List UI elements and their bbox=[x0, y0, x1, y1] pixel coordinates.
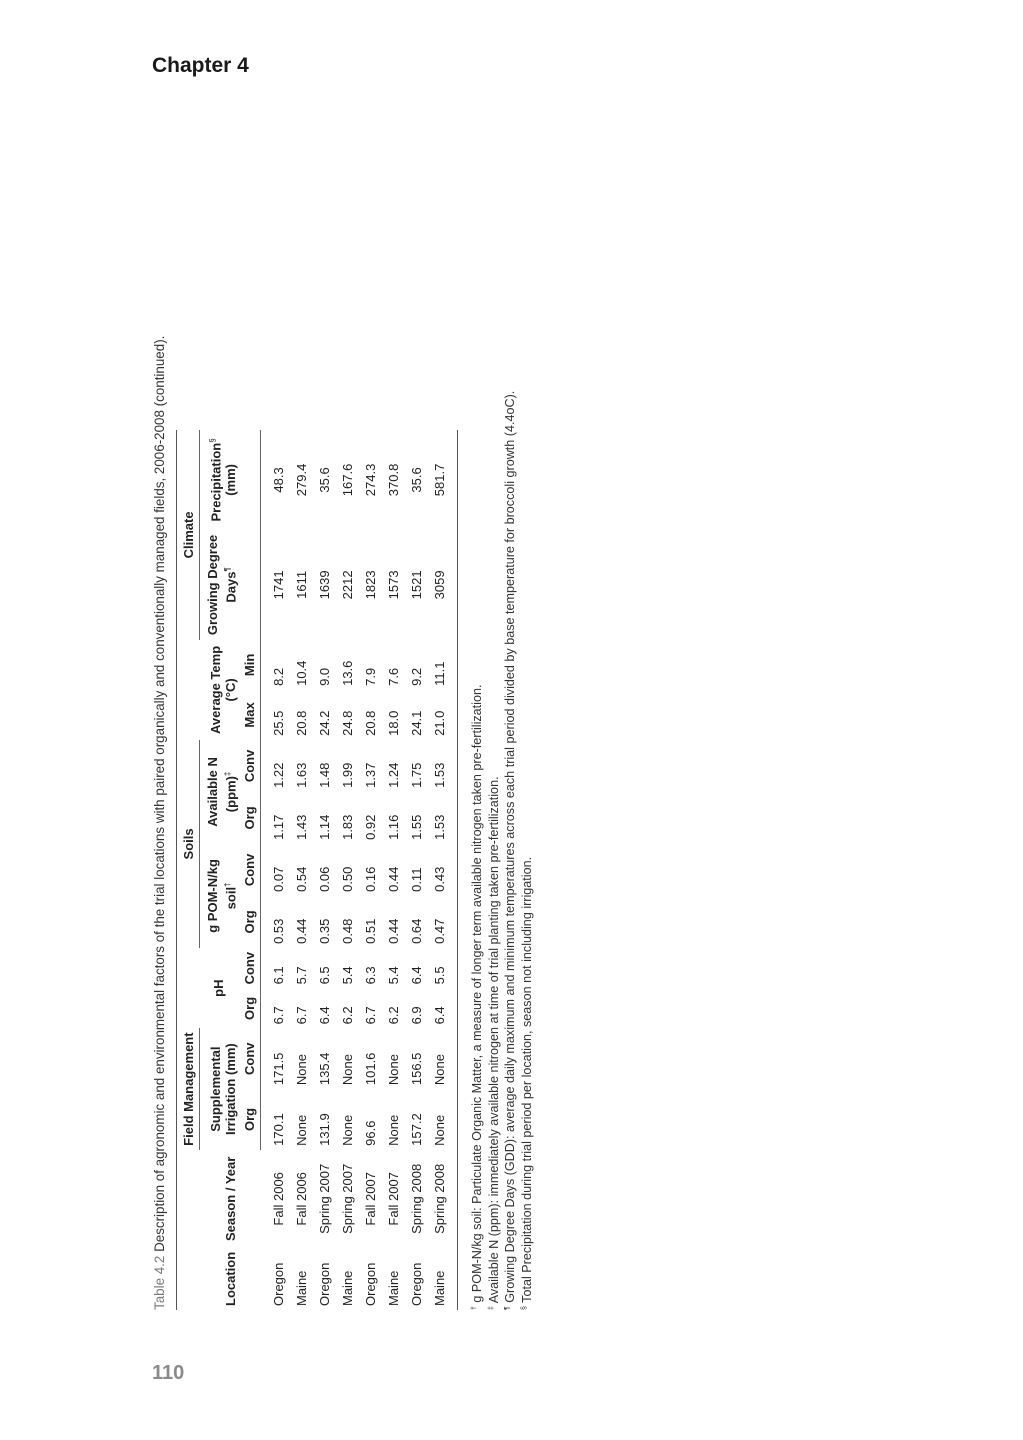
cell-season-year: Spring 2008 bbox=[409, 1163, 424, 1234]
table-row bbox=[313, 430, 336, 1310]
cell-n-org: 1.83 bbox=[340, 814, 355, 840]
cell-pom-org: 0.53 bbox=[271, 918, 286, 944]
cell-irrigation-conv: 101.6 bbox=[363, 1052, 378, 1086]
cell-precipitation: 48.3 bbox=[271, 467, 286, 493]
table-row bbox=[336, 430, 359, 1310]
cell-ph-conv: 6.3 bbox=[363, 966, 378, 985]
cell-season-year: Fall 2006 bbox=[294, 1172, 309, 1226]
footnote-text: g POM-N/kg soil: Particulate Organic Matter, a measure of longer term available nitrogen taken pre-fertilization. bbox=[470, 684, 485, 1307]
subheader-temp-max: Max bbox=[238, 690, 261, 740]
cell-ph-conv: 5.4 bbox=[340, 966, 355, 985]
cell-temp-max: 18.0 bbox=[386, 710, 401, 736]
cell-temp-min: 10.4 bbox=[294, 660, 309, 686]
header-available-n-text: Available N (ppm) bbox=[204, 757, 238, 827]
cell-n-org: 1.14 bbox=[317, 814, 332, 840]
cell-temp-max: 21.0 bbox=[428, 690, 458, 740]
table-row bbox=[405, 430, 428, 1310]
cell-location: Oregon bbox=[270, 1262, 286, 1306]
cell-location: Maine bbox=[294, 1270, 309, 1306]
cell-temp-min: 9.2 bbox=[409, 667, 424, 686]
cell-ph-org: 6.7 bbox=[363, 1006, 378, 1025]
cell-ph-conv: 5.4 bbox=[386, 966, 401, 985]
cell-pom-org: 0.51 bbox=[363, 918, 378, 944]
cell-pom-conv: 0.16 bbox=[363, 866, 378, 892]
cell-ph-org: 6.9 bbox=[409, 1006, 424, 1025]
cell-pom-org: 0.48 bbox=[340, 918, 355, 944]
cell-irrigation-org: None bbox=[386, 1114, 401, 1146]
cell-irrigation-conv: 156.5 bbox=[409, 1052, 424, 1086]
page-number: 110 bbox=[152, 1362, 185, 1384]
table-row bbox=[261, 430, 291, 1310]
cell-pom-org: 0.44 bbox=[386, 918, 401, 944]
header-pom bbox=[200, 844, 239, 948]
cell-irrigation-org: 96.6 bbox=[363, 1120, 378, 1146]
group-soils: Soils bbox=[177, 740, 200, 948]
cell-ph-org: 6.2 bbox=[340, 1006, 355, 1025]
cell-pom-conv: 0.50 bbox=[340, 866, 355, 892]
cell-precipitation: 370.8 bbox=[386, 463, 401, 497]
cell-gdd: 1521 bbox=[409, 570, 424, 600]
subheader-irrigation-org: Org bbox=[238, 1089, 261, 1150]
cell-n-conv: 1.48 bbox=[317, 762, 332, 788]
cell-n-conv: 1.99 bbox=[340, 762, 355, 788]
header-available-n-mark: ‡ bbox=[222, 771, 232, 777]
cell-season-year: Spring 2007 bbox=[317, 1163, 332, 1234]
cell-pom-conv: 0.54 bbox=[294, 866, 309, 892]
cell-precipitation: 279.4 bbox=[294, 463, 309, 497]
cell-temp-min: 9.0 bbox=[317, 667, 332, 686]
subheader-irrigation-conv: Conv bbox=[238, 1028, 261, 1089]
cell-n-org: 0.92 bbox=[363, 814, 378, 840]
rotated-table-block bbox=[150, 140, 600, 1310]
cell-n-conv: 1.24 bbox=[386, 762, 401, 788]
cell-temp-max: 20.8 bbox=[294, 710, 309, 736]
cell-season-year: Fall 2006 bbox=[270, 1172, 286, 1226]
cell-season-year: Fall 2007 bbox=[386, 1172, 401, 1226]
footnote-mark: ¶ bbox=[504, 1306, 512, 1310]
group-field-management: Field Management bbox=[177, 1028, 200, 1149]
cell-location: Oregon bbox=[363, 1262, 378, 1306]
cell-pom-conv: 0.44 bbox=[386, 866, 401, 892]
cell-irrigation-conv: None bbox=[340, 1054, 355, 1086]
cell-season-year: Spring 2007 bbox=[340, 1163, 355, 1234]
cell-temp-max: 20.8 bbox=[363, 710, 378, 736]
table-label: Table 4.2 bbox=[152, 1255, 167, 1310]
footnote-mark: † bbox=[471, 1306, 478, 1310]
header-ph: pH bbox=[211, 979, 227, 997]
subheader-ph-conv: Conv bbox=[238, 948, 261, 989]
footnote-text: Available N (ppm): immediately available nitrogen at time of trial planting taken pre-fertilization. bbox=[486, 776, 501, 1307]
header-gdd bbox=[200, 530, 239, 640]
subheader-n-org: Org bbox=[238, 792, 261, 844]
cell-gdd: 1611 bbox=[294, 570, 309, 599]
cell-ph-org: 6.2 bbox=[386, 1006, 401, 1025]
cell-n-org: 1.17 bbox=[271, 814, 286, 840]
cell-temp-min: 7.6 bbox=[386, 667, 401, 686]
header-season-year: Season / Year bbox=[222, 1156, 238, 1241]
cell-temp-max: 24.2 bbox=[317, 710, 332, 736]
header-pom-mark: † bbox=[222, 882, 232, 887]
cell-irrigation-org: None bbox=[294, 1114, 309, 1146]
subheader-pom-org: Org bbox=[238, 896, 261, 948]
cell-ph-org: 6.7 bbox=[271, 1006, 286, 1025]
subheader-temp-min: Min bbox=[238, 640, 261, 690]
table-row bbox=[428, 430, 458, 1310]
cell-ph-conv: 5.5 bbox=[428, 948, 458, 989]
footnote-mark: ‡ bbox=[487, 1306, 495, 1310]
cell-precipitation: 35.6 bbox=[409, 467, 424, 493]
subheader-ph-org: Org bbox=[238, 988, 261, 1028]
cell-n-conv: 1.22 bbox=[271, 762, 286, 788]
cell-irrigation-conv: 171.5 bbox=[271, 1052, 286, 1086]
table-caption bbox=[150, 140, 170, 1310]
cell-irrigation-conv: None bbox=[294, 1054, 309, 1086]
footnote-available-n bbox=[485, 140, 502, 1310]
cell-irrigation-org: 170.1 bbox=[271, 1113, 286, 1146]
table-row bbox=[382, 430, 405, 1310]
header-gdd-text: Growing Degree Days bbox=[204, 534, 238, 636]
cell-irrigation-org: None bbox=[340, 1114, 355, 1146]
cell-location: Maine bbox=[386, 1270, 401, 1306]
cell-irrigation-conv: 135.4 bbox=[317, 1052, 332, 1086]
cell-n-org: 1.53 bbox=[428, 792, 458, 844]
cell-irrigation-org: None bbox=[428, 1089, 458, 1150]
header-precipitation bbox=[200, 430, 239, 530]
header-location: Location bbox=[222, 1251, 238, 1306]
cell-temp-min: 13.6 bbox=[340, 660, 355, 686]
cell-ph-org: 6.7 bbox=[294, 1006, 309, 1025]
cell-gdd: 3059 bbox=[428, 530, 458, 640]
footnote-text: Total Precipitation during trial period per location, season not including irrigation. bbox=[520, 856, 535, 1307]
cell-pom-org: 0.47 bbox=[428, 896, 458, 948]
cell-temp-min: 7.9 bbox=[363, 667, 378, 686]
cell-temp-max: 24.1 bbox=[409, 710, 424, 736]
cell-season-year: Spring 2008 bbox=[428, 1150, 458, 1248]
cell-precipitation: 274.3 bbox=[363, 463, 378, 497]
header-pom-text: g POM-N/kg soil bbox=[204, 859, 238, 933]
table-row bbox=[359, 430, 382, 1310]
cell-ph-conv: 6.5 bbox=[317, 966, 332, 985]
footnote-gdd bbox=[501, 140, 518, 1310]
cell-n-conv: 1.37 bbox=[363, 762, 378, 788]
group-climate: Climate bbox=[177, 430, 200, 640]
header-precipitation-unit: (mm) bbox=[223, 464, 238, 496]
footnote-pom bbox=[468, 140, 485, 1310]
cell-gdd: 1741 bbox=[271, 570, 286, 600]
cell-location: Maine bbox=[428, 1248, 458, 1310]
table-body bbox=[261, 430, 458, 1310]
chapter-heading: Chapter 4 bbox=[152, 54, 249, 77]
cell-pom-org: 0.44 bbox=[294, 918, 309, 944]
cell-season-year: Fall 2007 bbox=[363, 1172, 378, 1226]
cell-temp-min: 8.2 bbox=[271, 667, 286, 686]
cell-precipitation: 581.7 bbox=[428, 430, 458, 530]
cell-n-org: 1.16 bbox=[386, 814, 401, 840]
header-precipitation-mark: § bbox=[207, 438, 217, 443]
cell-ph-conv: 5.7 bbox=[294, 966, 309, 985]
footnotes bbox=[468, 140, 535, 1310]
header-irrigation: Supplemental Irrigation (mm) bbox=[208, 1043, 238, 1135]
header-gdd-mark: ¶ bbox=[222, 567, 232, 572]
cell-pom-conv: 0.11 bbox=[409, 867, 424, 892]
cell-n-conv: 1.63 bbox=[294, 762, 309, 788]
cell-precipitation: 167.6 bbox=[340, 463, 355, 497]
table-row bbox=[290, 430, 313, 1310]
cell-n-org: 1.43 bbox=[294, 814, 309, 840]
cell-precipitation: 35.6 bbox=[317, 467, 332, 493]
cell-gdd: 1639 bbox=[317, 570, 332, 600]
cell-gdd: 1823 bbox=[363, 570, 378, 600]
cell-irrigation-conv: None bbox=[386, 1054, 401, 1086]
cell-pom-org: 0.35 bbox=[317, 918, 332, 944]
cell-location: Oregon bbox=[409, 1262, 424, 1306]
header-precipitation-text: Precipitation bbox=[208, 442, 223, 522]
cell-gdd: 2212 bbox=[340, 570, 355, 600]
cell-location: Oregon bbox=[317, 1262, 332, 1306]
footnote-mark: § bbox=[521, 1306, 529, 1310]
cell-pom-conv: 0.07 bbox=[271, 866, 286, 892]
caption-text: Description of agronomic and environmental factors of the trial locations with paired organically and conventionally managed fields, 2006-2008 (continued). bbox=[152, 335, 167, 1256]
cell-ph-conv: 6.1 bbox=[271, 966, 286, 985]
cell-ph-conv: 6.4 bbox=[409, 966, 424, 985]
cell-pom-org: 0.64 bbox=[409, 918, 424, 944]
cell-temp-max: 25.5 bbox=[271, 710, 286, 736]
cell-n-conv: 1.75 bbox=[409, 762, 424, 788]
cell-irrigation-org: 157.2 bbox=[409, 1113, 424, 1146]
cell-ph-org: 6.4 bbox=[428, 988, 458, 1028]
footnote-text: Growing Degree Days (GDD): average daily maximum and minimum temperatures across each trial period divided by base temperature for broccoli growth (4.4oC). bbox=[503, 390, 518, 1307]
cell-location: Maine bbox=[340, 1270, 355, 1306]
footnote-precipitation bbox=[518, 140, 535, 1310]
cell-pom-conv: 0.43 bbox=[428, 844, 458, 896]
cell-ph-org: 6.4 bbox=[317, 1006, 332, 1025]
cell-pom-conv: 0.06 bbox=[317, 866, 332, 892]
cell-irrigation-conv: None bbox=[428, 1028, 458, 1089]
cell-irrigation-org: 131.9 bbox=[317, 1113, 332, 1146]
header-average-temp: Average Temp (°C) bbox=[208, 645, 238, 734]
cell-n-org: 1.55 bbox=[409, 814, 424, 840]
cell-gdd: 1573 bbox=[386, 570, 401, 600]
cell-n-conv: 1.53 bbox=[428, 740, 458, 792]
cell-temp-max: 24.8 bbox=[340, 710, 355, 736]
agronomic-factors-table bbox=[176, 430, 458, 1310]
header-available-n bbox=[200, 740, 239, 844]
cell-temp-min: 11.1 bbox=[428, 640, 458, 690]
subheader-n-conv: Conv bbox=[238, 740, 261, 792]
subheader-pom-conv: Conv bbox=[238, 844, 261, 896]
